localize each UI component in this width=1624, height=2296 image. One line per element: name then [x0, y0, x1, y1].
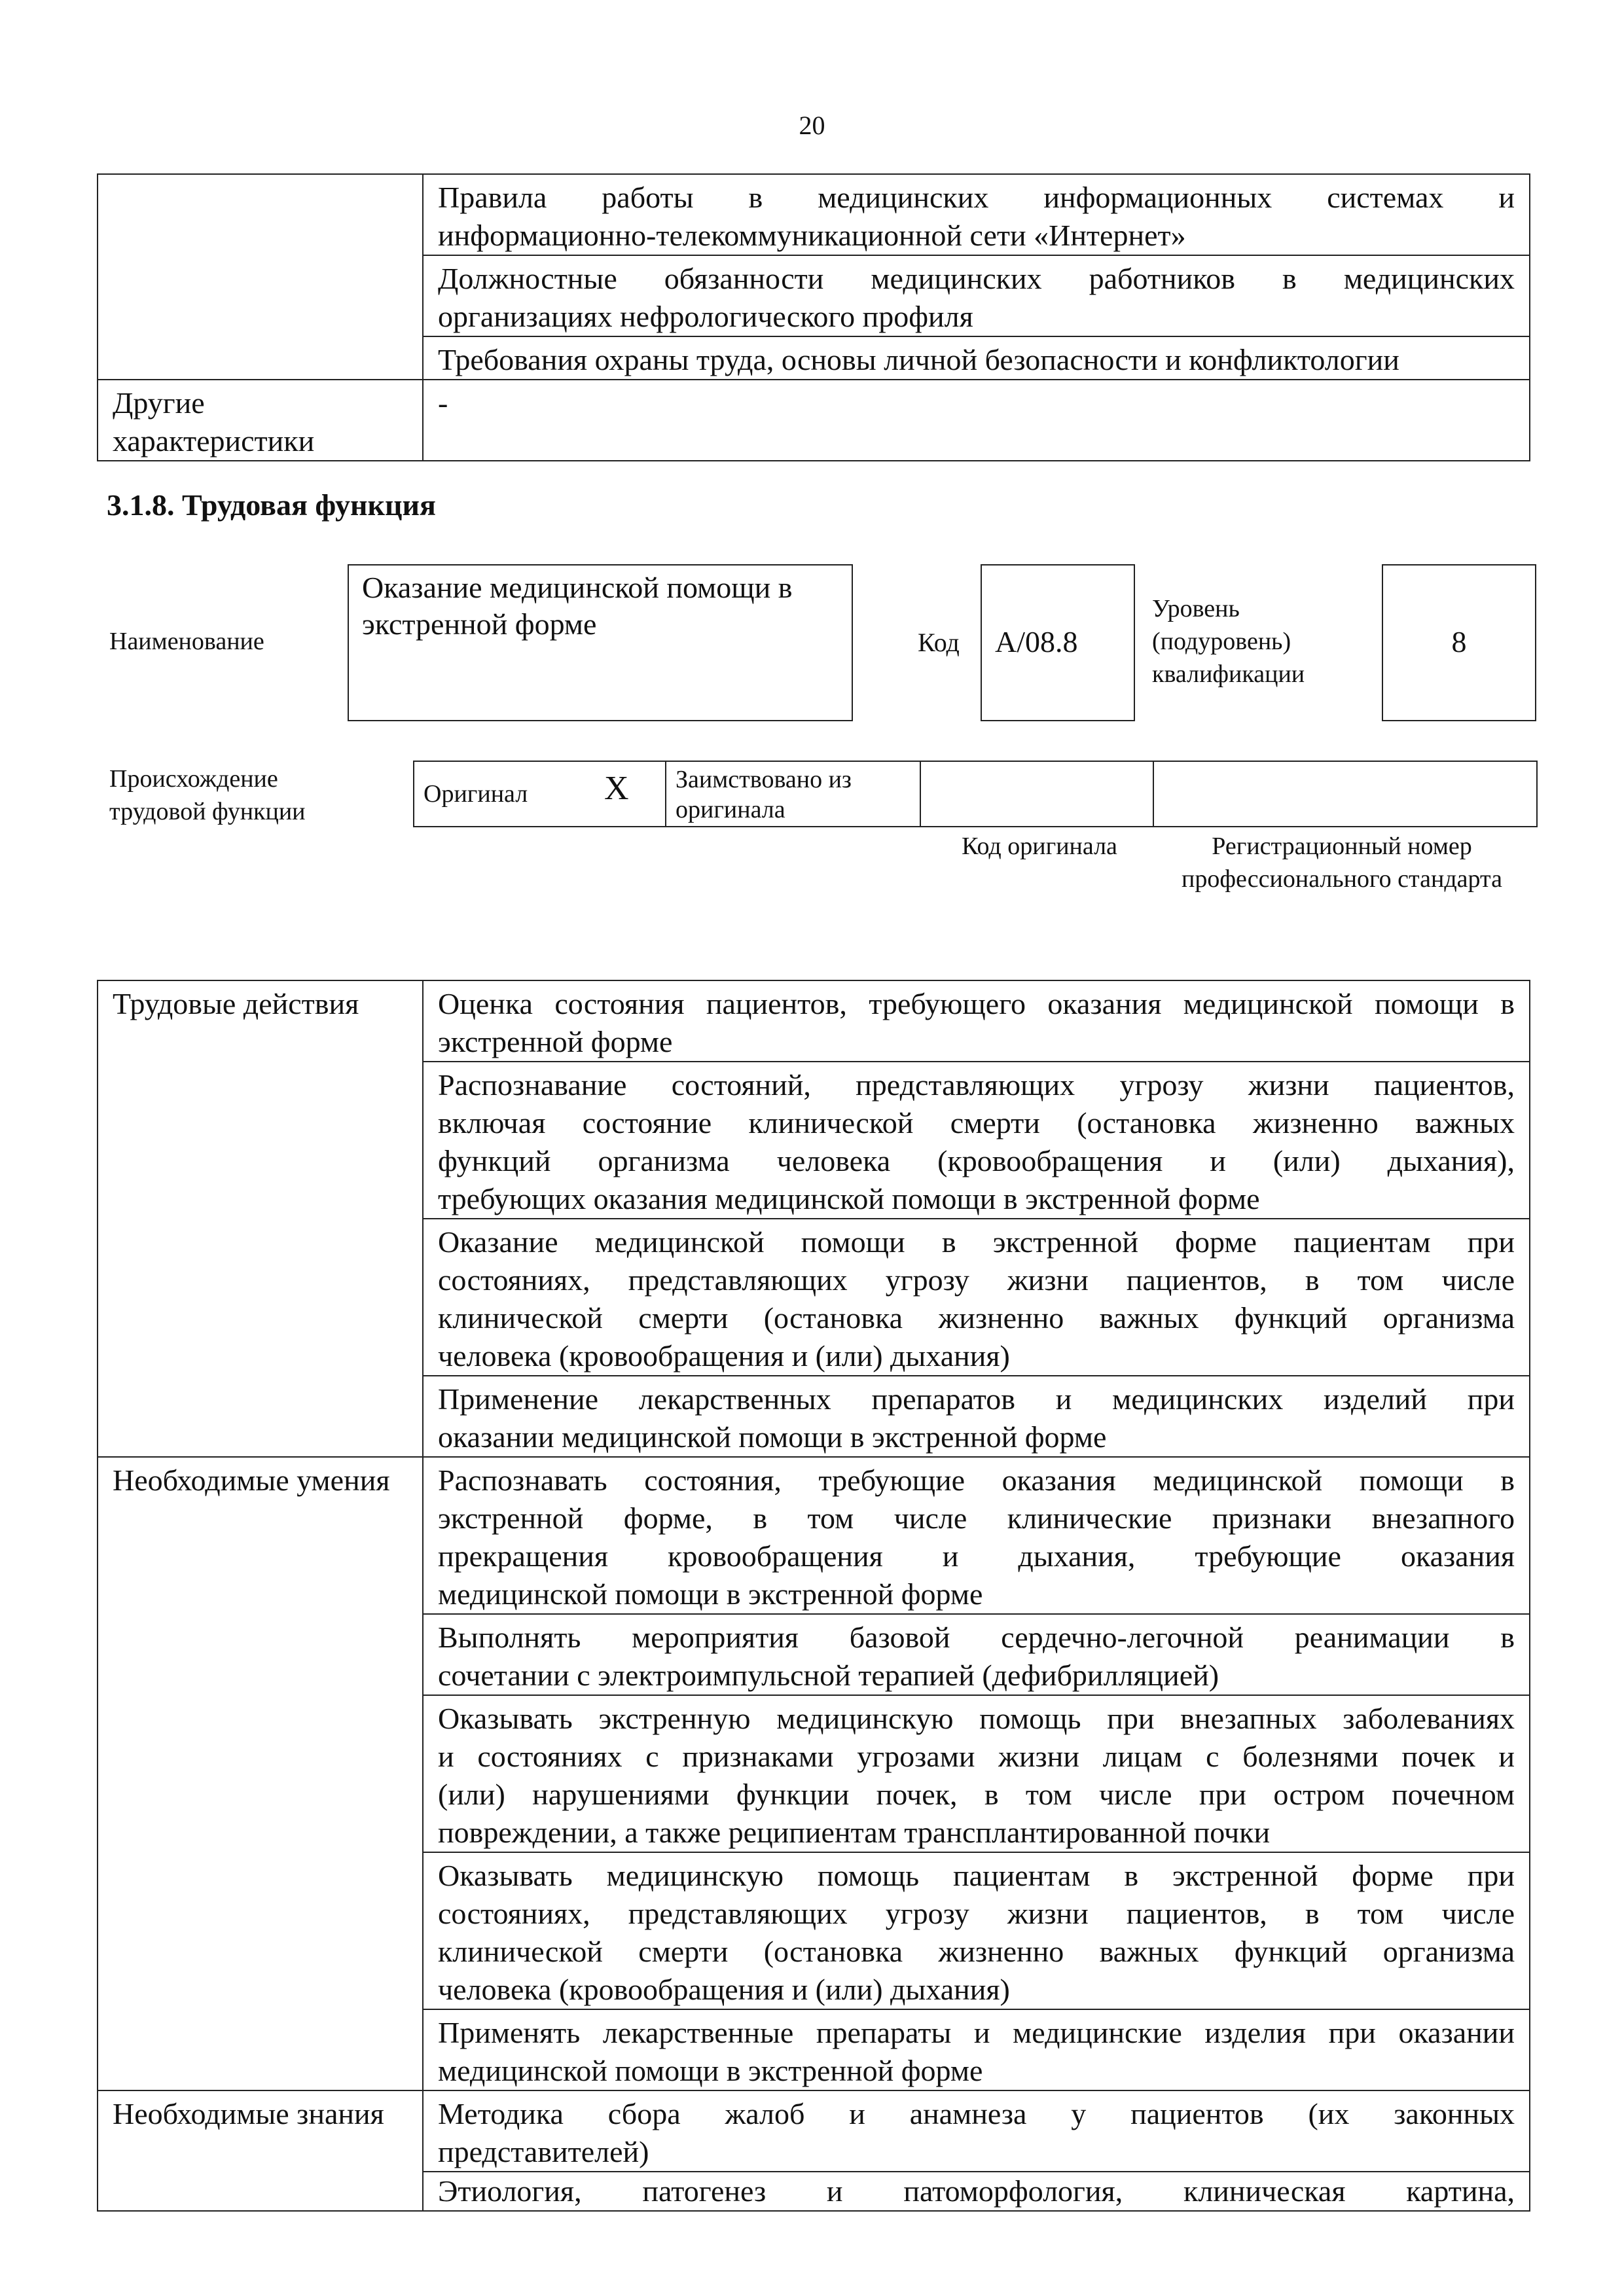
text-line: Оказание медицинской помощи в экстренной форме пациентам при [438, 1225, 1515, 1259]
labor-action-item [423, 1219, 1530, 1376]
skill-item [423, 1695, 1530, 1852]
text-line: Оказывать медицинскую помощь пациентам в экстренной форме при [438, 1859, 1515, 1892]
labor-action-item [423, 1376, 1530, 1457]
text-line: медицинской помощи в экстренной форме [438, 2054, 983, 2087]
text-line: состояниях, представляющих угрозу жизни пациентов, в том числе [438, 1263, 1515, 1297]
group-label: Необходимые знания [98, 2090, 423, 2211]
skill-item [423, 1614, 1530, 1695]
section-title: 3.1.8. Трудовая функция [107, 488, 436, 522]
group-label: Необходимые умения [98, 1457, 423, 2090]
text-line: Распознавание состояний, представляющих угрозу жизни пациентов, [438, 1068, 1515, 1102]
reg-number-caption: Регистрационный номер профессионального стандарта [1182, 833, 1502, 893]
code-label: Код [918, 628, 960, 657]
text-line: и состояниях с признаками угрозами жизни лицам с болезнями почек и [438, 1740, 1515, 1773]
skill-item [423, 2009, 1530, 2090]
text-line: клинической смерти (остановка жизненно важных функций организма [438, 1301, 1515, 1335]
knowledge-item [423, 255, 1530, 336]
original-mark: X [604, 770, 629, 807]
text-line: Оказывать экстренную медицинскую помощь при внезапных заболеваниях [438, 1702, 1515, 1735]
origin-table [413, 761, 1538, 827]
text-line: оказании медицинской помощи в экстренной форме [438, 1420, 1107, 1454]
text-line: Методика сбора жалоб и анамнеза у пациентов (их законных [438, 2097, 1515, 2130]
text-line: прекращения кровообращения и дыхания, требующие оказания [438, 1539, 1515, 1573]
knowledge-item [423, 2090, 1530, 2172]
name-label: Наименование [109, 628, 264, 655]
origin-code-cell [920, 761, 1153, 827]
text-line: Требования охраны труда, основы личной безопасности и конфликтологии [438, 343, 1399, 376]
text-line: Применение лекарственных препаратов и медицинских изделий при [438, 1382, 1515, 1416]
other-characteristics-label: Другие характеристики [98, 380, 423, 461]
labor-function-table [97, 980, 1530, 2212]
text-line: сочетании с электроимпульсной терапией (дефибрилляцией) [438, 1659, 1219, 1692]
text-line: Распознавать состояния, требующие оказания медицинской помощи в [438, 1463, 1515, 1497]
knowledge-item [423, 174, 1530, 255]
page-number: 20 [799, 111, 825, 140]
text-line: состояниях, представляющих угрозу жизни пациентов, в том числе [438, 1897, 1515, 1930]
labor-action-item [423, 980, 1530, 1062]
text-line: клинической смерти (остановка жизненно важных функций организма [438, 1935, 1515, 1968]
text-line: (или) нарушениями функции почек, в том числе при остром почечном [438, 1778, 1515, 1811]
text-line: Должностные обязанности медицинских работников в медицинских [438, 262, 1515, 295]
text-line: Правила работы в медицинских информационных системах и [438, 181, 1515, 214]
text-line: функций организма человека (кровообращения и (или) дыхания), [438, 1144, 1515, 1177]
text-line: человека (кровообращения и (или) дыхания) [438, 1973, 1010, 2006]
text-line: человека (кровообращения и (или) дыхания) [438, 1339, 1010, 1372]
requirements-table-continued [97, 173, 1530, 461]
code-value-box [981, 564, 1135, 721]
reg-number-cell [1153, 761, 1537, 827]
text-line: Оценка состояния пациентов, требующего оказания медицинской помощи в [438, 987, 1515, 1020]
borrowed-label: Заимствовано из оригинала [666, 761, 920, 827]
text-line: Выполнять мероприятия базовой сердечно-легочной реанимации в [438, 1621, 1515, 1654]
code-original-caption: Код оригинала [962, 833, 1117, 860]
skill-item [423, 1852, 1530, 2009]
name-value-box [348, 564, 853, 721]
text-line: Этиология, патогенез и патоморфология, клиническая картина, [438, 2174, 1515, 2208]
qualification-level: 8 [1451, 625, 1467, 658]
text-line: медицинской помощи в экстренной форме [438, 1577, 983, 1611]
function-name: Оказание медицинской помощи в экстренной форме [362, 571, 793, 641]
text-line: Применять лекарственные препараты и медицинские изделия при оказании [438, 2016, 1515, 2049]
text-line: представителей) [438, 2135, 649, 2168]
level-value-box [1382, 564, 1536, 721]
level-label: Уровень (подуровень) квалификации [1152, 595, 1305, 688]
text-line: требующих оказания медицинской помощи в экстренной форме [438, 1182, 1260, 1215]
table-label-cell-empty [98, 174, 423, 380]
other-characteristics-value: - [423, 380, 1530, 461]
origin-label: Происхождение трудовой функции [109, 765, 306, 825]
labor-action-item [423, 1062, 1530, 1219]
text-line: экстренной форме [438, 1025, 673, 1058]
text-line: экстренной форме, в том числе клинические признаки внезапного [438, 1501, 1515, 1535]
origin-original-cell [414, 761, 666, 827]
knowledge-item [423, 2172, 1530, 2211]
original-label: Оригинал [424, 780, 528, 808]
group-label: Трудовые действия [98, 980, 423, 1457]
text-line: информационно-телекоммуникационной сети «Интернет» [438, 219, 1186, 252]
function-code: A/08.8 [995, 625, 1078, 658]
knowledge-item [423, 336, 1530, 380]
text-line: организациях нефрологического профиля [438, 300, 973, 333]
text-line: включая состояние клинической смерти (остановка жизненно важных [438, 1106, 1515, 1139]
skill-item [423, 1457, 1530, 1614]
text-line: повреждении, а также реципиентам трансплантированной почки [438, 1816, 1271, 1849]
